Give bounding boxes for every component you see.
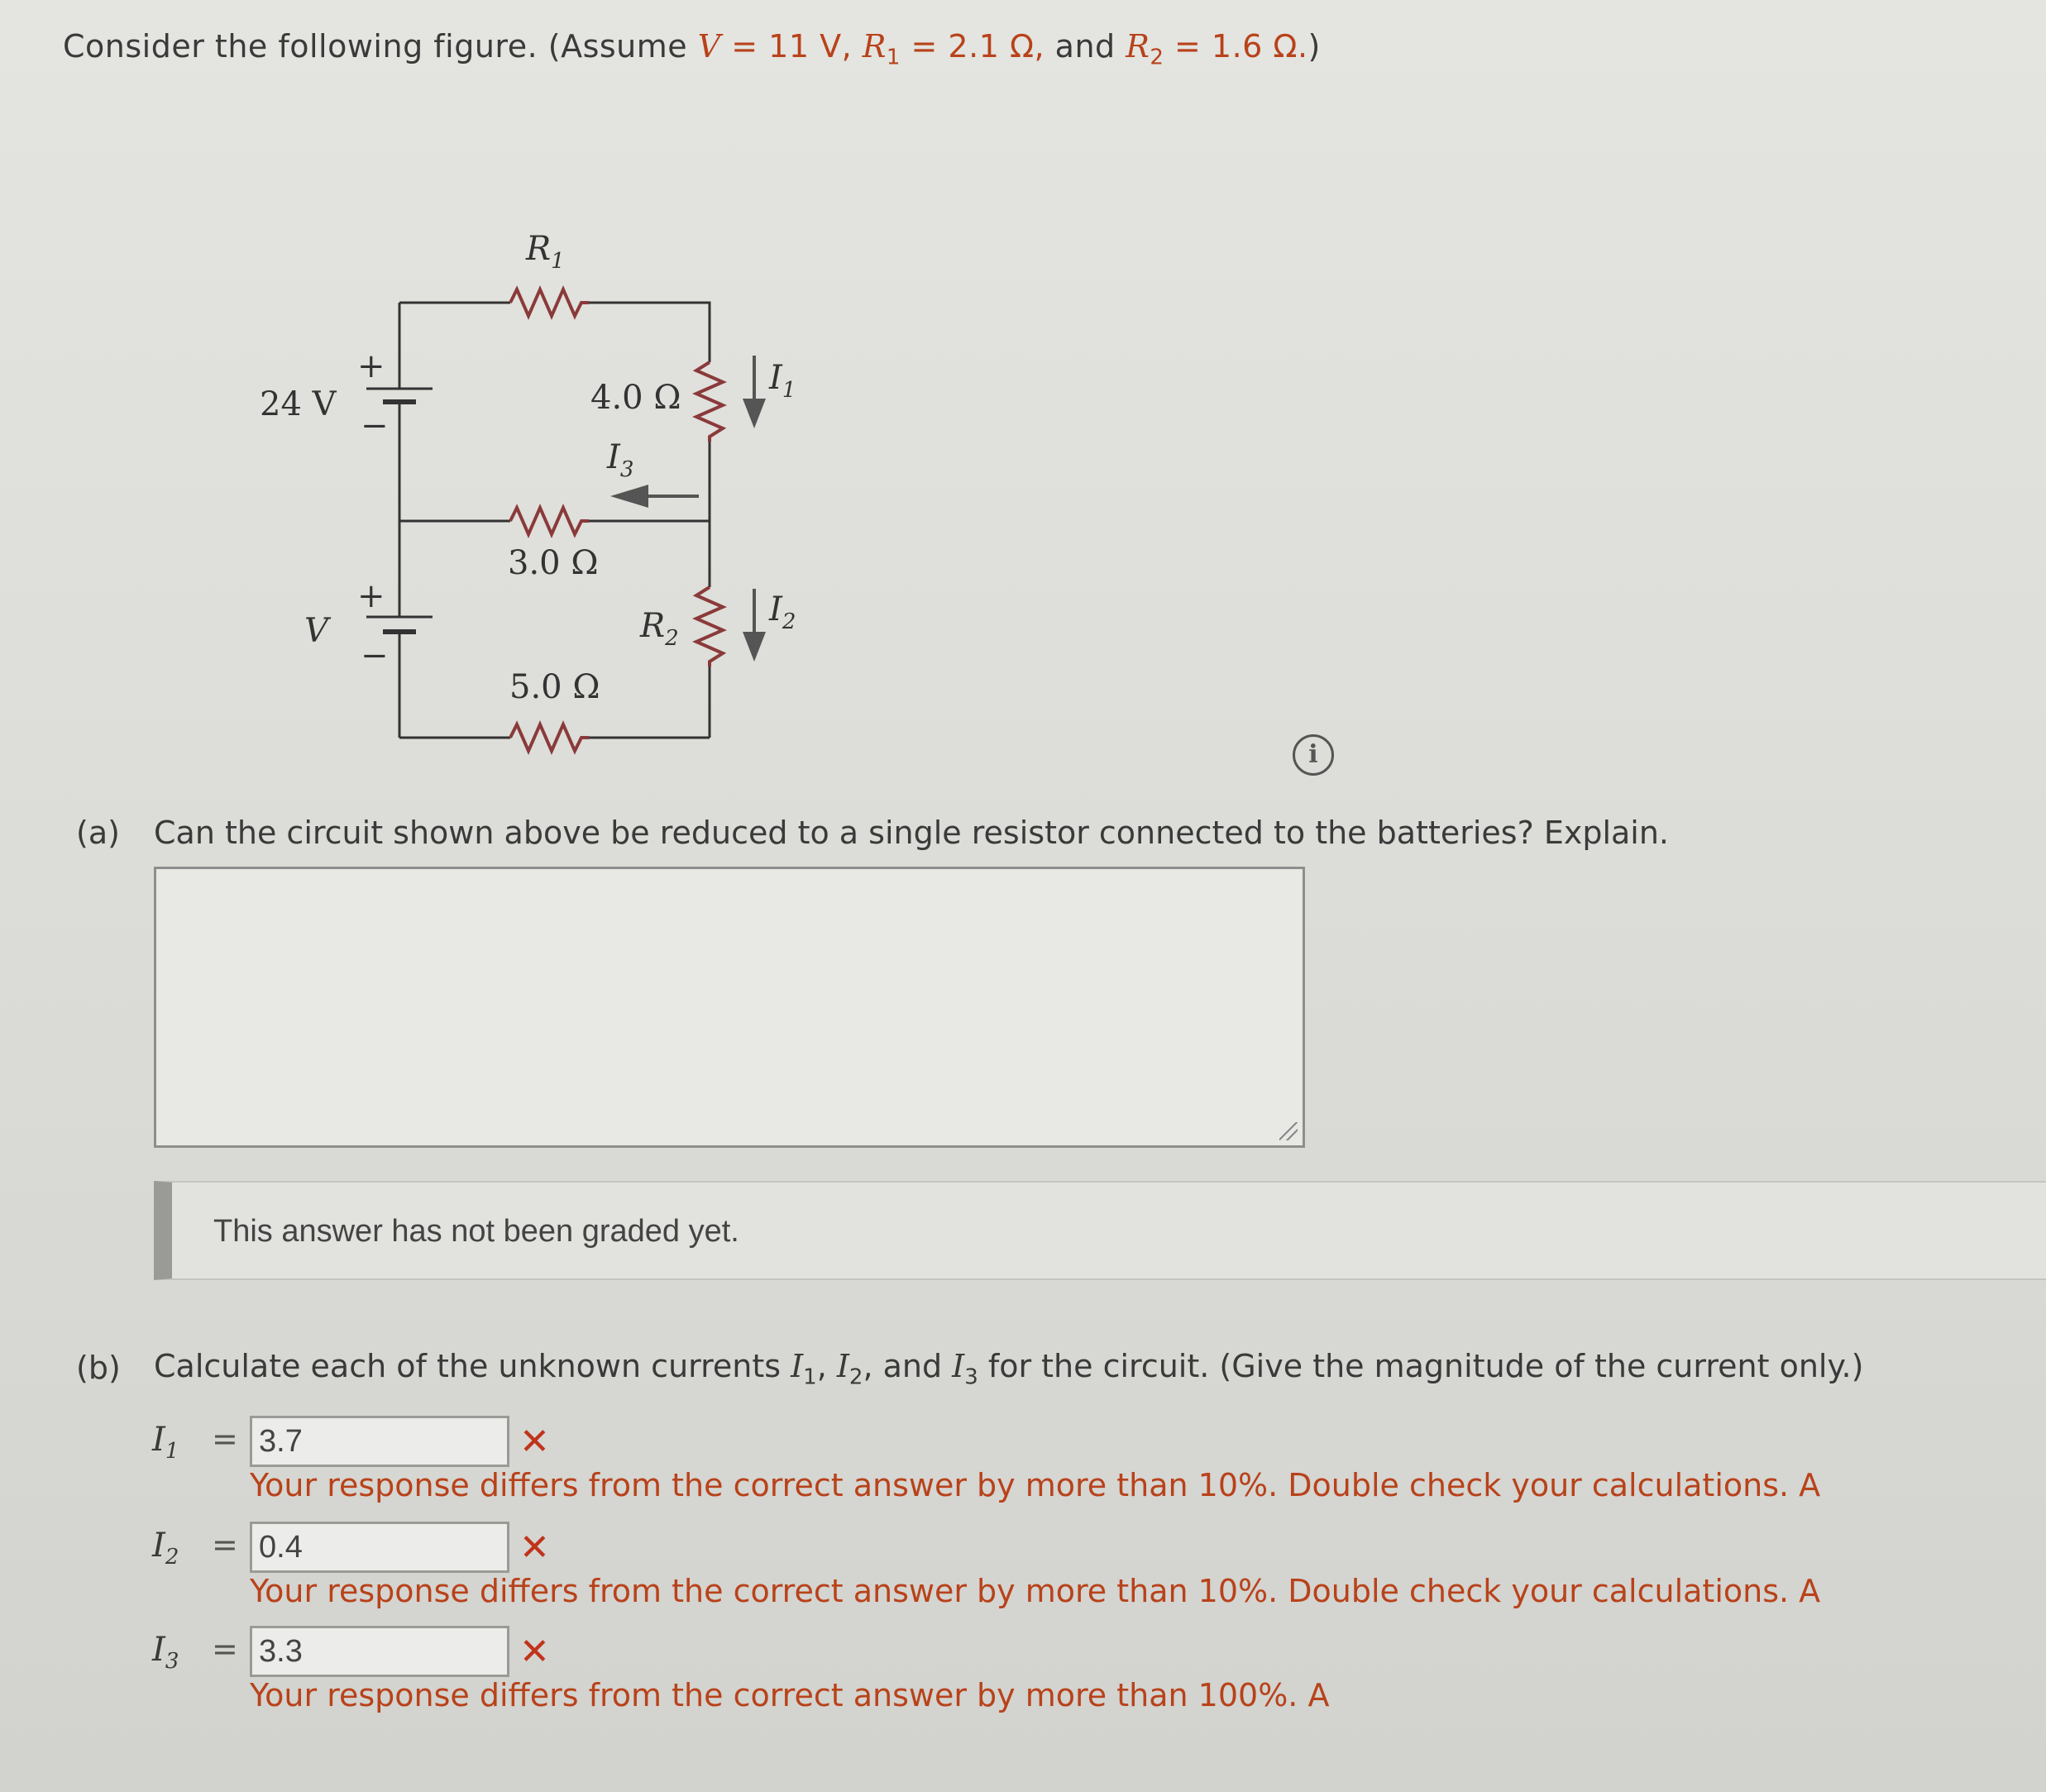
r4-label: 4.0 Ω: [590, 379, 681, 417]
part-b-i2-symbol: I: [836, 1348, 849, 1384]
prompt-r1-symbol: R: [862, 28, 887, 65]
incorrect-x-icon: ✕: [519, 1421, 550, 1463]
i3-label: $I_3$: [607, 438, 634, 482]
part-a-answer-textarea[interactable]: [154, 867, 1305, 1148]
incorrect-x-icon: ✕: [519, 1631, 550, 1673]
arrow-i2: [743, 589, 766, 662]
prompt-r2-value: = 1.6 Ω.: [1164, 28, 1308, 65]
circuit-diagram: [240, 223, 835, 769]
part-b-i1-sub: 1: [803, 1364, 817, 1390]
prompt-and: and: [1054, 28, 1126, 65]
prompt-r2-sub: 2: [1150, 45, 1164, 70]
part-a-question: Can the circuit shown above be reduced to a single resistor connected to the batteries? Explain.: [154, 815, 1670, 851]
prompt-r1-value: = 2.1 Ω,: [900, 28, 1055, 65]
battery-24v-label: 24 V: [260, 385, 337, 423]
feedback-i1: Your response differs from the correct answer by more than 10%. Double check your calculations. A: [250, 1467, 1821, 1503]
battery-v-plus: +: [357, 577, 385, 615]
part-b-i3-symbol: I: [952, 1348, 965, 1384]
problem-statement: [63, 28, 1321, 70]
i2-label: $I_2$: [769, 590, 796, 634]
answer-var-i2: $I_2$: [152, 1527, 179, 1570]
part-b-question-tail: for the circuit. (Give the magnitude of the current only.): [978, 1348, 1864, 1384]
graded-status-text: This answer has not been graded yet.: [213, 1214, 739, 1249]
r1-label: $R_1$: [526, 230, 565, 274]
part-b-i1-symbol: I: [791, 1348, 804, 1384]
graded-status-banner: [154, 1181, 2046, 1280]
answer-var-i3: $I_3$: [152, 1631, 179, 1674]
resistor-4ohm: [696, 362, 723, 442]
prompt-close: ): [1307, 28, 1321, 65]
answer-eq-i1: =: [212, 1421, 238, 1457]
answer-input-i1[interactable]: 3.7: [250, 1416, 509, 1467]
resistor-3ohm: [510, 508, 589, 534]
i1-label: $I_1$: [769, 359, 796, 403]
r2-label: $R_2$: [640, 607, 679, 651]
prompt-lead: Consider the following figure. (Assume: [63, 28, 698, 65]
answer-input-i2[interactable]: 0.4: [250, 1522, 509, 1573]
incorrect-x-icon: ✕: [519, 1527, 550, 1569]
feedback-i2: Your response differs from the correct answer by more than 10%. Double check your calculations. A: [250, 1573, 1821, 1609]
prompt-r2-symbol: R: [1126, 28, 1150, 65]
part-b-question-lead: Calculate each of the unknown currents: [154, 1348, 791, 1384]
part-b-and: , and: [863, 1348, 953, 1384]
r3-label: 3.0 Ω: [508, 544, 599, 582]
battery-24v-plus: +: [357, 347, 385, 385]
info-icon[interactable]: i: [1293, 734, 1334, 776]
part-b-i2-sub: 2: [849, 1364, 863, 1390]
resistor-r1: [510, 289, 589, 316]
wire-top-right: [589, 303, 710, 362]
part-b-comma: ,: [816, 1348, 837, 1384]
battery-24v-minus: −: [361, 407, 389, 445]
battery-v-label: V: [304, 612, 328, 650]
answer-input-i3[interactable]: 3.3: [250, 1626, 509, 1677]
part-b-i3-sub: 3: [964, 1364, 978, 1390]
answer-eq-i2: =: [212, 1527, 238, 1563]
r5-label: 5.0 Ω: [509, 668, 600, 706]
prompt-r1-sub: 1: [886, 45, 901, 70]
answer-var-i1: $I_1$: [152, 1421, 179, 1464]
resize-handle-icon[interactable]: [1279, 1122, 1298, 1140]
feedback-i3: Your response differs from the correct answer by more than 100%. A: [250, 1677, 1330, 1713]
arrow-i3: [610, 485, 699, 508]
resistor-5ohm: [510, 724, 589, 751]
part-b-label: (b): [76, 1350, 121, 1386]
prompt-v-value: = 11 V,: [720, 28, 863, 65]
part-b-question: [154, 1348, 1863, 1390]
battery-v-minus: −: [361, 637, 389, 675]
part-a-label: (a): [76, 815, 120, 851]
arrow-i1: [743, 356, 766, 428]
answer-eq-i3: =: [212, 1631, 238, 1667]
prompt-v-symbol: V: [697, 28, 721, 65]
resistor-r2: [696, 587, 723, 667]
